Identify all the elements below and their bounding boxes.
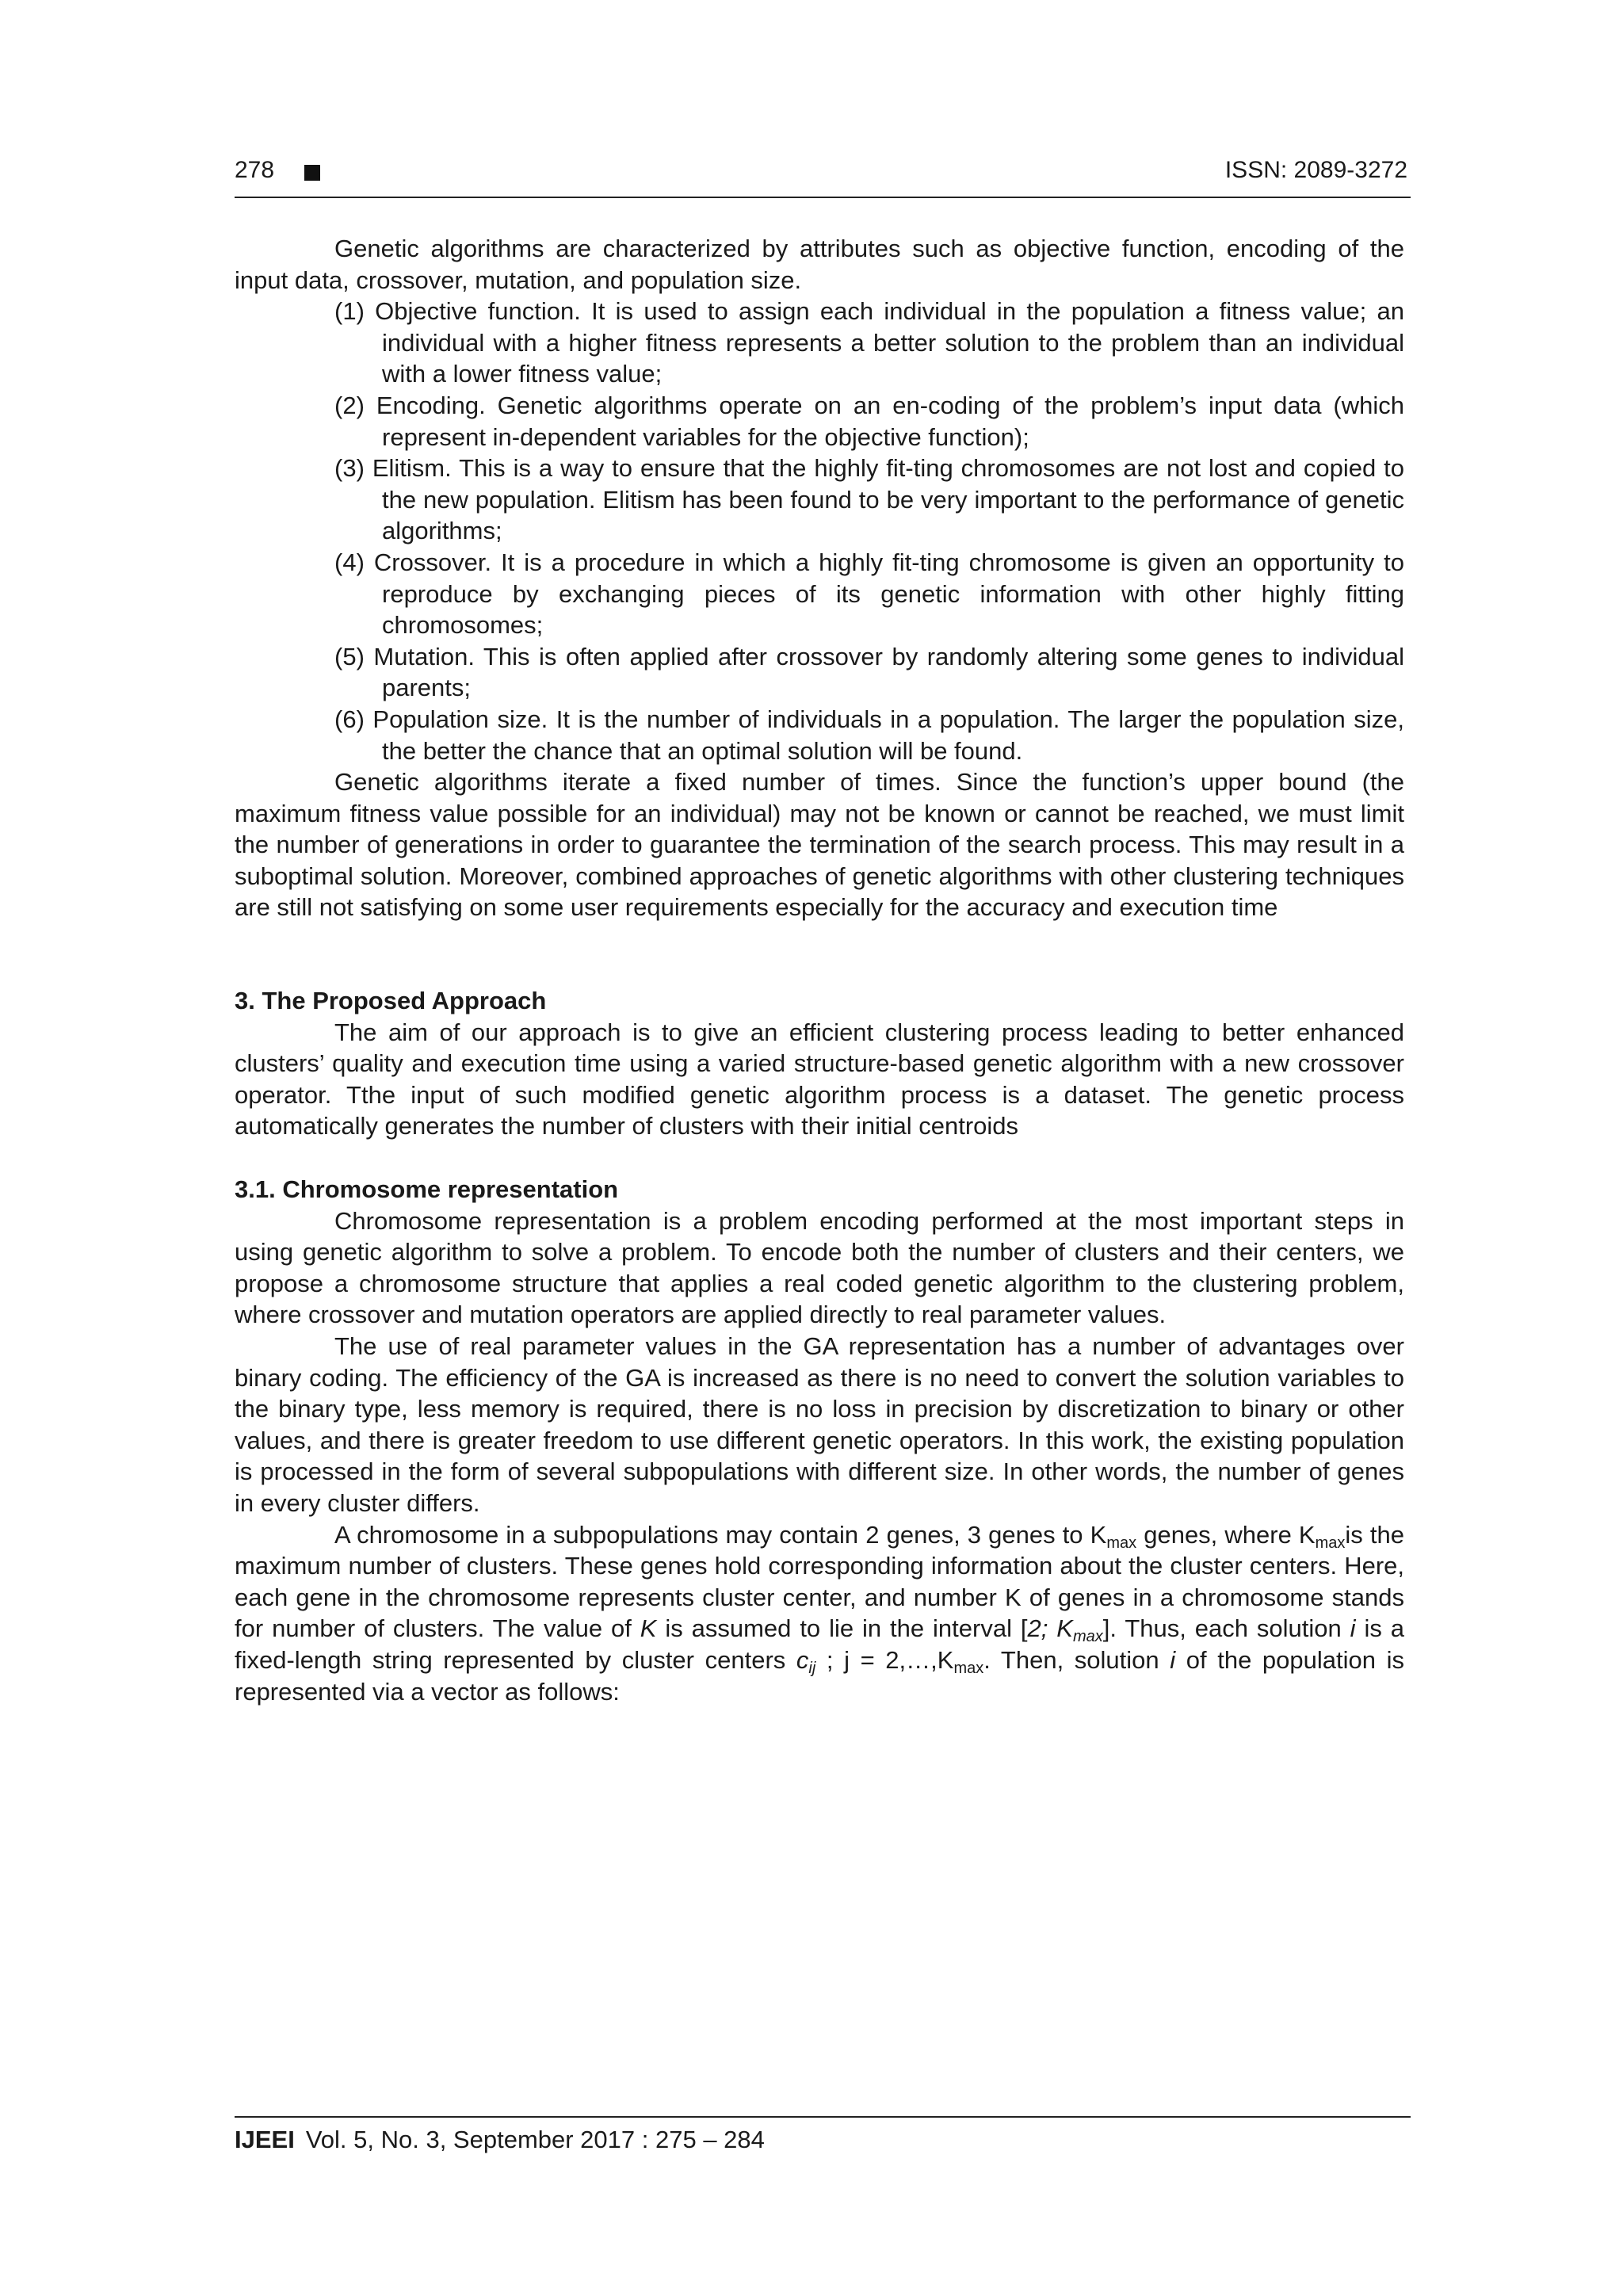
section-3-1-heading: 3.1. Chromosome representation bbox=[235, 1175, 619, 1204]
list-item-elitism: (3) Elitism. This is a way to ensure that the highly fit-ting chromosomes are not lost and copied to the new population. Elitism has been found to be very important to the performance of genetic algorithms; bbox=[334, 454, 1404, 545]
chromosome-paragraph-3: A chromosome in a subpopulations may contain 2 genes, 3 genes to $K_{max}$ genes, where $K_{max}is$ the maximum number of clusters. These genes hold corresponding information about the cluster centers. Here, each gene in the chromosome represents cluster center, and number K of genes in a chromosome stands for number of clusters. The value of K is assumed to lie in the interval [2; $K_{max}$]. Thus, each solution i is a fixed-length string represented by cluster centers $c_{ij}$ ; $j = 2,\dots,K_{max}$. Then, solution i of the population is represented via a vector as follows: bbox=[235, 1520, 1404, 1706]
intro-paragraph: Genetic algorithms are characterized by attributes such as objective function, encoding of the input data, crossover, mutation, and population size. bbox=[235, 235, 1404, 294]
iteration-paragraph: Genetic algorithms iterate a fixed number of times. Since the function’s upper bound (the maximum fitness value possible for an individual) may not be known or cannot be reached, we must limit the number of generations in order to guarantee the termination of the search process. This may result in a suboptimal solution. Moreover, combined approaches of genetic algorithms with other clustering techniques are still not satisfying on some user requirements especially for the accuracy and execution time bbox=[235, 768, 1404, 922]
chromosome-paragraph-2: The use of real parameter values in the GA representation has a number of advantages over binary coding. The efficiency of the GA is increased as there is no need to convert the solution variables to the binary type, less memory is required, there is no loss in precision by discretization to binary or other values, and there is greater freedom to use different genetic operators. In this work, the existing population is processed in the form of several subpopulations with different size. In other words, the number of genes in every cluster differs. bbox=[235, 1332, 1404, 1517]
section-3-heading: 3. The Proposed Approach bbox=[235, 987, 547, 1015]
running-header bbox=[235, 152, 1411, 198]
square-bullet-icon bbox=[304, 165, 320, 181]
citation: Vol. 5, No. 3, September 2017 : 275 – 284 bbox=[305, 2126, 765, 2153]
running-footer bbox=[235, 2116, 1411, 2154]
page-number: 278 bbox=[235, 157, 275, 183]
page-body bbox=[235, 233, 1404, 1707]
list-item-mutation: (5) Mutation. This is often applied after crossover by randomly altering some genes to individual parents; bbox=[334, 642, 1404, 702]
chromosome-paragraph-1: Chromosome representation is a problem encoding performed at the most important steps in using genetic algorithm to solve a problem. To encode both the number of clusters and their centers, we propose a chromosome structure that applies a real coded genetic algorithm to the clustering problem, where crossover and mutation operators are applied directly to real parameter values. bbox=[235, 1206, 1404, 1329]
list-item-crossover: (4) Crossover. It is a procedure in which a highly fit-ting chromosome is given an opportunity to reproduce by exchanging pieces of its genetic information with other highly fitting chromosomes; bbox=[334, 548, 1404, 640]
list-item-population-size: (6) Population size. It is the number of individuals in a population. The larger the population size, the better the chance that an optimal solution will be found. bbox=[334, 705, 1404, 765]
journal-name: IJEEI bbox=[235, 2126, 295, 2153]
list-item-objective: (1) Objective function. It is used to assign each individual in the population a fitness value; an individual with a higher fitness represents a better solution to the problem than an individual with a lower fitness value; bbox=[334, 297, 1404, 388]
issn: ISSN: 2089-3272 bbox=[1224, 157, 1407, 183]
list-item-encoding: (2) Encoding. Genetic algorithms operate on an en-coding of the problem’s input data (which represent in-dependent variables for the objective function); bbox=[334, 391, 1404, 451]
section-3-paragraph: The aim of our approach is to give an efficient clustering process leading to better enhanced clusters’ quality and execution time using a varied structure-based genetic algorithm with a new crossover operator. Tthe input of such modified genetic algorithm process is a dataset. The genetic process automatically generates the number of clusters with their initial centroids bbox=[235, 1018, 1404, 1140]
